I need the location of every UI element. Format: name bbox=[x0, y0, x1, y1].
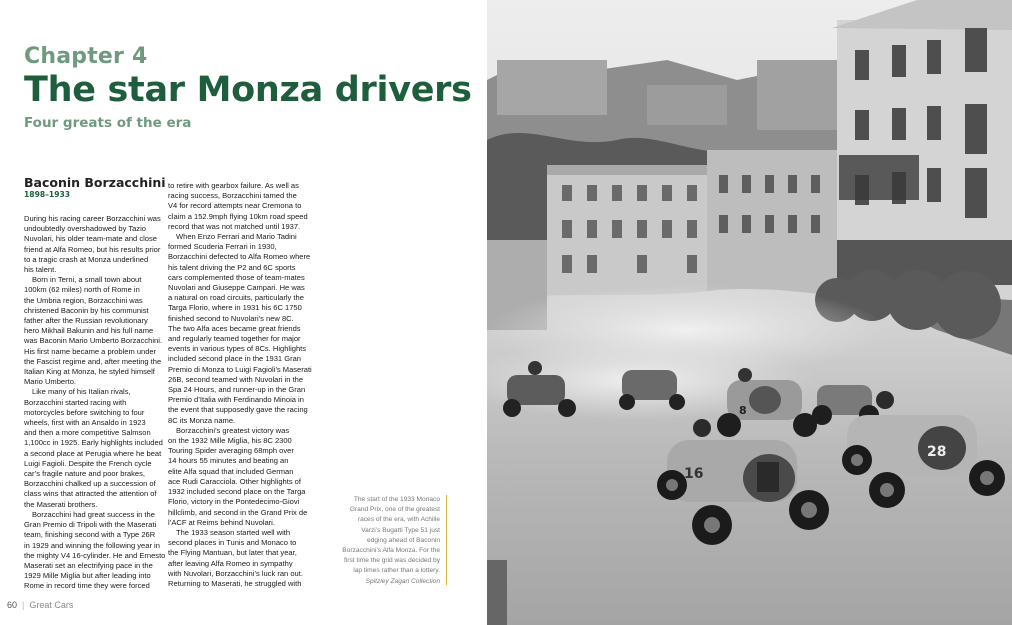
column-2-line: racing success, Borzacchini tamed the bbox=[168, 191, 297, 201]
column-1-line: Luigi Fagioli. Despite the French cycle bbox=[24, 458, 152, 468]
column-2-line: formed Scuderia Ferrari in 1930, bbox=[168, 242, 277, 252]
car-number-label: 8 bbox=[739, 404, 747, 417]
column-1-line: motorcycles before switching to four bbox=[24, 407, 145, 417]
column-2-line: events in various types of 8Cs. Highlights bbox=[168, 344, 307, 354]
race-start-illustration bbox=[487, 0, 1012, 625]
column-1-line: Rome in record time they were forced bbox=[24, 581, 150, 591]
column-1-line: undoubtedly overshadowed by Tazio bbox=[24, 224, 146, 234]
column-1-line: christened Baconin by his communist bbox=[24, 305, 149, 315]
column-2-line: cars complemented those of team-mates bbox=[168, 272, 305, 282]
column-2-line: Spa 24 Hours, and runner-up in the Gran bbox=[168, 385, 306, 395]
column-2-line: his talent driving the P2 and 6C sports bbox=[168, 262, 296, 272]
driver-years: 1898–1933 bbox=[24, 190, 71, 199]
column-2-line: Targa Florio, where in 1931 his 6C 1750 bbox=[168, 303, 302, 313]
car-number-label: 28 bbox=[927, 444, 947, 460]
chapter-subtitle: Four greats of the era bbox=[24, 115, 192, 131]
column-1-line: class wins that attracted the attention of bbox=[24, 489, 157, 499]
column-1-line: a second place at Perugia where he beat bbox=[24, 448, 162, 458]
book-title: Great Cars bbox=[29, 600, 74, 610]
photo-caption bbox=[322, 495, 440, 587]
column-2-line: Florio, victory in the Pontedecimo-Giovi bbox=[168, 497, 300, 507]
caption-line: lap times rather than a lottery. bbox=[353, 567, 440, 575]
column-2-line: claim a 152.9mph flying 10km road speed bbox=[168, 211, 308, 221]
column-2-line: elite Alfa squad that included German bbox=[168, 466, 294, 476]
column-1-line: Borzacchini had great success in the bbox=[32, 509, 155, 519]
column-2-line: The 1933 season started well with bbox=[176, 527, 291, 537]
column-1-line: Italian King at Monza, he styled himself bbox=[24, 367, 155, 377]
caption-line: Grand Prix, one of the greatest bbox=[349, 506, 440, 514]
column-2-line: Returning to Maserati, he struggled with bbox=[168, 578, 302, 588]
caption-line: The start of the 1933 Monaco bbox=[353, 496, 440, 503]
column-2-line: 26B, second teamed with Nuvolari in the bbox=[168, 374, 304, 384]
column-2-line: the Flying Mantuan, but later that year, bbox=[168, 548, 297, 558]
driver-heading: Baconin Borzacchini bbox=[24, 175, 166, 190]
column-1-line: team, finishing second with a Type 26R bbox=[24, 530, 156, 540]
column-1-line: father after the Russian revolutionary bbox=[24, 316, 148, 326]
column-2-line: with Nuvolari, Borzacchini’s luck ran out. bbox=[168, 568, 303, 578]
left-page bbox=[0, 0, 487, 625]
column-2-line: to retire with gearbox failure. As well as bbox=[168, 181, 299, 190]
text-column-2 bbox=[168, 181, 312, 589]
column-2-line: Premio d’Italia with Ferdinando Minoia in bbox=[168, 395, 304, 405]
column-2-line: record that was not matched until 1937. bbox=[168, 221, 301, 231]
caption-line: races of the era, with Achille bbox=[357, 516, 440, 524]
caption-line: Varzi’s Bugatti Type 51 just bbox=[361, 526, 440, 534]
caption-line: edging ahead of Baconin bbox=[367, 536, 440, 544]
column-1-line: his talent. bbox=[24, 265, 57, 275]
race-start-photo bbox=[487, 0, 1012, 625]
column-2-line: finished second to Nuvolari’s new 8C. bbox=[168, 313, 294, 323]
column-2-line: Borzacchini defected to Alfa Romeo where bbox=[168, 252, 311, 262]
column-1-line: Borzacchini started racing with bbox=[24, 397, 127, 407]
car-number-label: 16 bbox=[684, 466, 704, 482]
column-1-line: Mario Umberto. bbox=[24, 377, 77, 387]
column-1-line: the mighty V4 16-cylinder. He and Ernesto bbox=[24, 550, 166, 560]
column-1-line: During his racing career Borzacchini was bbox=[24, 214, 161, 223]
chapter-label: Chapter 4 bbox=[24, 44, 148, 69]
caption-rule bbox=[446, 495, 447, 585]
caption-line: Borzacchini’s Alfa Monza. For the bbox=[342, 547, 440, 555]
column-1-line: Like many of his Italian rivals, bbox=[32, 387, 131, 397]
column-1-line: Borzacchini chalked up a succession of bbox=[24, 479, 156, 489]
column-1-line: 100km (62 miles) north of Rome in bbox=[24, 285, 140, 295]
column-2-line: 1932 included second place on the Targa bbox=[168, 487, 306, 497]
column-2-line: l’ACF at Reims behind Nuvolari. bbox=[168, 517, 275, 527]
column-1-line: the Umbria region, Borzacchini was bbox=[24, 295, 143, 305]
column-1-line: wheels, first with an Ansaldo in 1923 bbox=[24, 418, 146, 428]
column-2-line: after leaving Alfa Romeo in sympathy bbox=[168, 558, 293, 568]
column-2-line: V4 for record attempts near Cremona to bbox=[168, 201, 302, 211]
column-2-line: Touring Spider averaging 68mph over bbox=[168, 446, 294, 456]
column-1-line: was Baconin Mario Umberto Borzacchini. bbox=[24, 336, 162, 346]
column-1-line: in 1929 and winning the following year in bbox=[24, 540, 160, 550]
column-1-line: Maserati set an electrifying pace in the bbox=[24, 560, 153, 570]
column-2-line: on the 1932 Mille Miglia, his 8C 2300 bbox=[168, 436, 292, 446]
photo-credit: Spitzley Zagari Collection bbox=[365, 577, 440, 585]
column-2-line: a natural on road circuits, particularly the bbox=[168, 293, 304, 303]
footer-separator: | bbox=[22, 600, 25, 610]
column-1-line: Born in Terni, a small town about bbox=[32, 275, 142, 285]
column-1-line: 1929 Mille Miglia but after leading into bbox=[24, 571, 151, 581]
column-2-line: 14 hours 55 minutes and beating an bbox=[168, 456, 289, 466]
column-1-line: car’s fragile nature and poor brakes, bbox=[24, 469, 145, 479]
column-2-line: second places in Tunis and Monaco to bbox=[168, 538, 297, 548]
column-2-line: Borzacchini’s greatest victory was bbox=[176, 425, 290, 435]
page-footer bbox=[7, 600, 73, 610]
chapter-title: The star Monza drivers bbox=[24, 70, 472, 110]
column-1-line: and then a more competitive Salmson bbox=[24, 428, 151, 438]
column-1-line: 1,100cc in 1925. Early highlights included bbox=[24, 438, 163, 448]
column-2-line: ace Rudi Caracciola. Other highlights of bbox=[168, 476, 301, 486]
caption-line: first time the grid was decided by bbox=[343, 557, 440, 565]
column-2-line: Premio di Monza to Luigi Fagioli’s Maserati bbox=[168, 364, 312, 374]
column-1-line: His first name became a problem under bbox=[24, 346, 157, 356]
text-column-1 bbox=[24, 175, 166, 592]
column-2-line: the event that supposedly gave the racing bbox=[168, 405, 308, 415]
column-2-line: hillclimb, and second in the Grand Prix de bbox=[168, 507, 308, 517]
column-2-line: 8C its Monza name. bbox=[168, 415, 236, 425]
column-1-line: to a tragic crash at Monza underlined bbox=[24, 254, 149, 264]
column-2-line: and regularly teamed together for major bbox=[168, 334, 301, 344]
column-1-line: friend at Alfa Romeo, but his results prior bbox=[24, 244, 161, 254]
column-1-line: the Fascist regime and, after meeting the bbox=[24, 356, 162, 366]
column-2-line: included second place in the 1931 Gran bbox=[168, 354, 302, 364]
column-2-line: The two Alfa aces became great friends bbox=[168, 323, 301, 333]
column-1-line: hero Mikhail Bakunin and his full name bbox=[24, 326, 154, 336]
column-1-line: Nuvolari, his older team-mate and close bbox=[24, 234, 157, 244]
page-number: 60 bbox=[7, 600, 18, 610]
column-1-line: Gran Premio di Tripoli with the Maserati bbox=[24, 520, 157, 530]
balcony-crowd bbox=[839, 155, 919, 200]
column-2-line: When Enzo Ferrari and Mario Tadini bbox=[176, 232, 297, 242]
column-1-line: the Maserati brothers. bbox=[24, 499, 98, 509]
column-2-line: Nuvolari and Giuseppe Campari. He was bbox=[168, 283, 305, 293]
